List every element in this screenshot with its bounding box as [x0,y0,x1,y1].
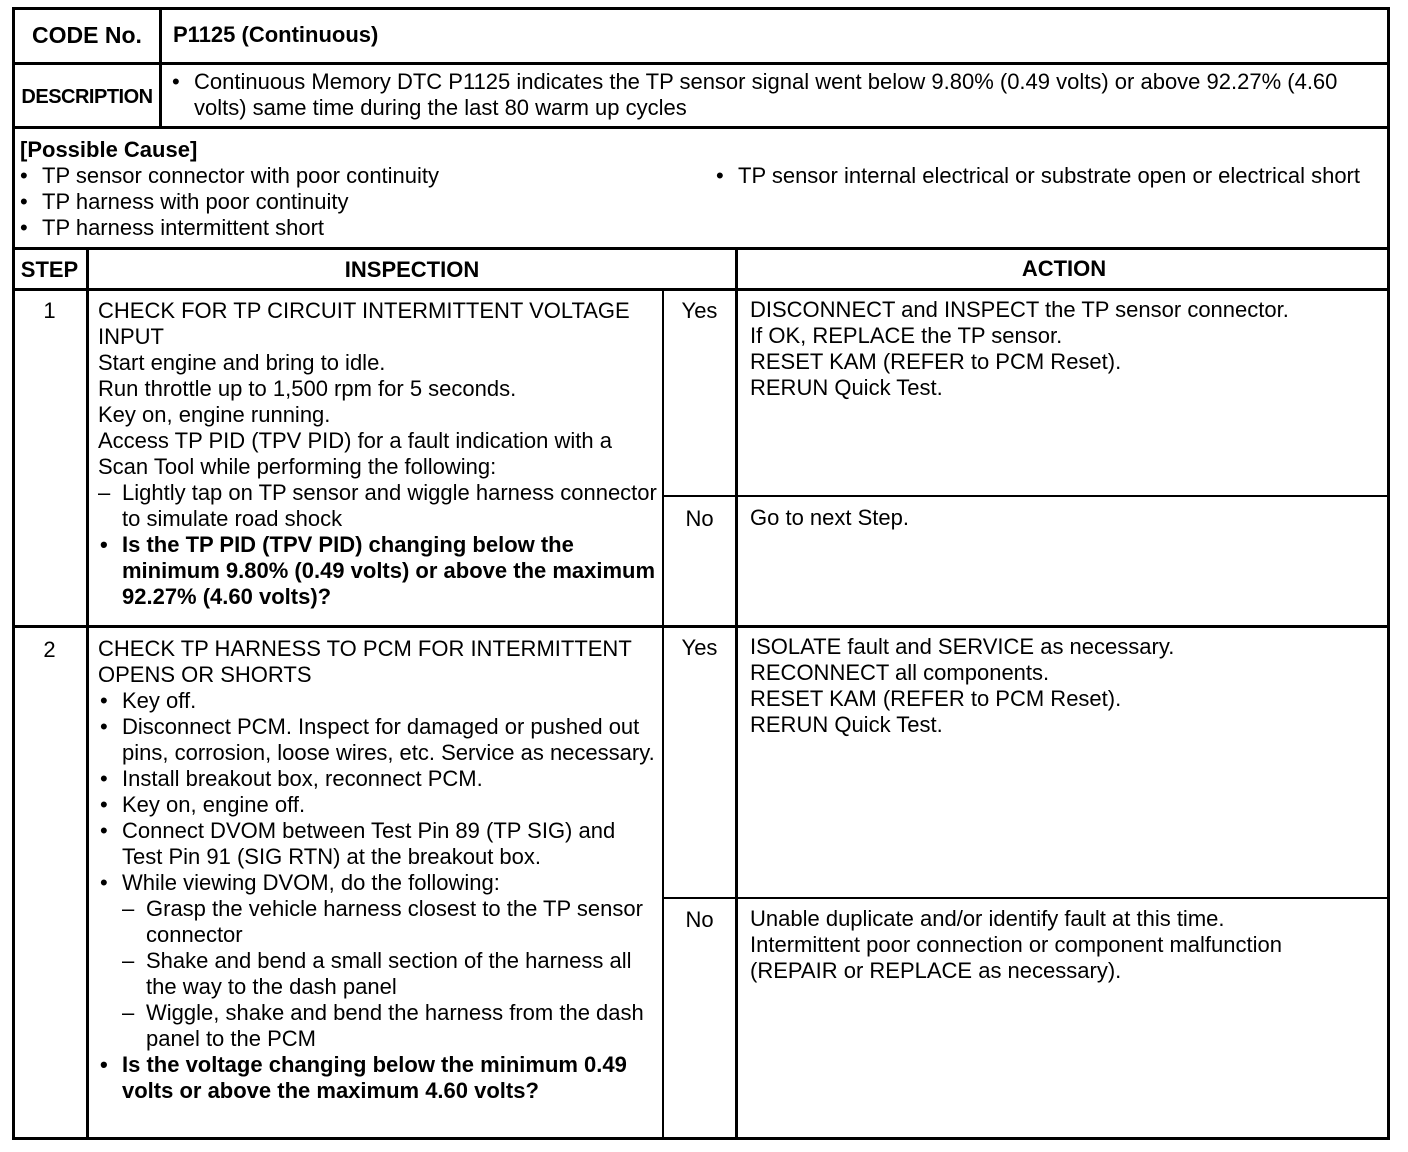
step-bullet: • Install breakout box, reconnect PCM. [98,766,658,792]
rule-below-headers [12,288,1390,291]
rule-step-column [86,248,89,1140]
step-title: CHECK TP HARNESS TO PCM FOR INTERMITTENT OPENS OR SHORTS [98,636,632,687]
yes-action [750,297,1380,401]
code-value: P1125 (Continuous) [173,22,379,47]
possible-cause-right-list [714,163,1374,189]
step-title: CHECK FOR TP CIRCUIT INTERMITTENT VOLTAGE INPUT [98,298,630,349]
no-action [750,906,1380,984]
action-line: RECONNECT all components. [750,660,1050,685]
step-question: • Is the voltage changing below the minimum 0.49 volts or above the maximum 4.60 volts? [98,1052,658,1104]
inspection-header: INSPECTION [344,257,480,282]
possible-cause-item: • TP harness with poor continuity [18,189,698,215]
action-line: DISCONNECT and INSPECT the TP sensor connector. [750,297,1289,322]
rule-yes-no-column [662,289,664,1140]
action-header: ACTION [1021,256,1107,281]
step-inspection [98,636,658,1104]
rule-step1-yes-no [662,495,1390,497]
no-action [750,505,1380,531]
yes-label: Yes [681,635,718,660]
step-inspection [98,298,658,610]
step-line: Start engine and bring to idle. [98,350,386,375]
action-line: Unable duplicate and/or identify fault at this time. [750,906,1225,931]
action-line: ISOLATE fault and SERVICE as necessary. [750,634,1175,659]
step-bullet: • Disconnect PCM. Inspect for damaged or pushed out pins, corrosion, loose wires, etc. Service as necessary. [98,714,658,766]
action-line: Intermittent poor connection or component malfunction [750,932,1282,957]
step-number: 2 [43,637,56,662]
step-question: • Is the TP PID (TPV PID) changing below the minimum 9.80% (0.49 volts) or above the maximum 92.27% (4.60 volts)? [98,532,658,610]
step-line: Key on, engine running. [98,402,331,427]
step-bullet: • Connect DVOM between Test Pin 89 (TP SIG) and Test Pin 91 (SIG RTN) at the breakout box. [98,818,658,870]
step-number: 1 [43,298,56,323]
action-line: RERUN Quick Test. [750,375,943,400]
rule-below-code [12,62,1390,65]
rule-action-column [735,248,738,1140]
possible-cause-item: • TP sensor internal electrical or substrate open or electrical short [714,163,1374,189]
rule-below-causes [12,247,1390,250]
step-dash-item: – Wiggle, shake and bend the harness from the dash panel to the PCM [122,1000,658,1052]
step-bullet: • Key off. [98,688,658,714]
step-dash-item: – Grasp the vehicle harness closest to the TP sensor connector [122,896,658,948]
step-dash-item: – Shake and bend a small section of the harness all the way to the dash panel [122,948,658,1000]
code-label: CODE No. [32,22,142,48]
step-header: STEP [20,257,79,282]
possible-cause-title: [Possible Cause] [20,137,198,162]
step-bullet: • While viewing DVOM, do the following: [98,870,658,896]
yes-action [750,634,1380,738]
step-dash-item: – Lightly tap on TP sensor and wiggle harness connector to simulate road shock [98,480,658,532]
no-label: No [685,506,714,531]
step-line: Access TP PID (TPV PID) for a fault indication with a Scan Tool while performing the following: [98,428,612,479]
rule-step2-yes-no [662,897,1390,899]
description-text: • Continuous Memory DTC P1125 indicates the TP sensor signal went below 9.80% (0.49 volts) or above 92.27% (4.60 volts) same time during the last 80 warm up cycles [170,69,1370,121]
action-line: (REPAIR or REPLACE as necessary). [750,958,1122,983]
yes-label: Yes [681,298,718,323]
step-bullet: • Key on, engine off. [98,792,658,818]
action-line: If OK, REPLACE the TP sensor. [750,323,1063,348]
action-line: RERUN Quick Test. [750,712,943,737]
no-label: No [685,907,714,932]
step-line: Run throttle up to 1,500 rpm for 5 seconds. [98,376,517,401]
possible-cause-left-list [18,163,698,241]
rule-below-description [12,126,1390,129]
rule-below-step1 [12,625,1390,628]
action-line: Go to next Step. [750,505,909,530]
description-label: DESCRIPTION [21,86,153,108]
action-line: RESET KAM (REFER to PCM Reset). [750,686,1122,711]
action-line: RESET KAM (REFER to PCM Reset). [750,349,1122,374]
possible-cause-item: • TP sensor connector with poor continuity [18,163,698,189]
possible-cause-item: • TP harness intermittent short [18,215,698,241]
